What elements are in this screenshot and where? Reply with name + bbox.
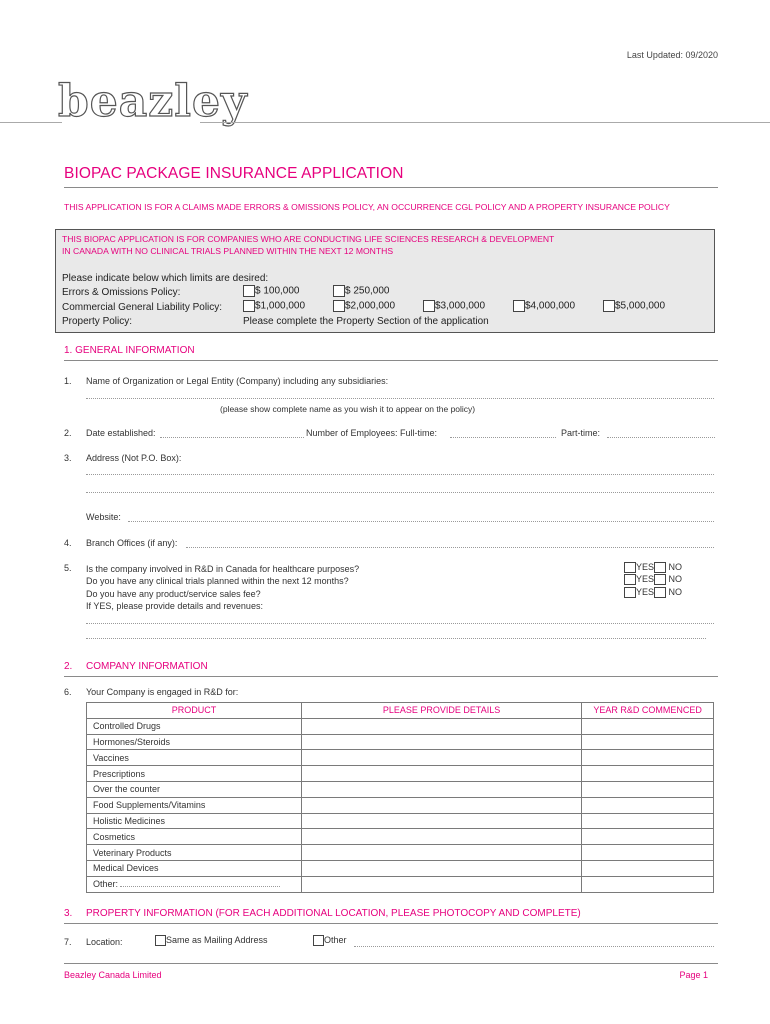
section-2-rule xyxy=(64,676,718,677)
checkbox[interactable] xyxy=(313,935,324,946)
eo-option-100k[interactable]: $ 100,000 xyxy=(243,285,300,297)
cgl-option-2m[interactable]: $2,000,000 xyxy=(333,300,395,312)
page-number: Page 1 xyxy=(679,970,708,980)
q4-number: 4. xyxy=(64,538,72,548)
q7-number: 7. xyxy=(64,937,72,947)
details-cell[interactable] xyxy=(301,750,581,766)
logo-rule-right xyxy=(200,122,770,123)
section-3-heading: PROPERTY INFORMATION (FOR EACH ADDITIONAL LOCATION, PLEASE PHOTOCOPY AND COMPLETE) xyxy=(86,908,581,919)
section-1-rule xyxy=(64,360,718,361)
col-header-year: YEAR R&D COMMENCED xyxy=(582,703,714,719)
cgl-label: Commercial General Liability Policy: xyxy=(62,302,223,313)
table-row xyxy=(87,845,714,861)
address-field-1[interactable] xyxy=(86,467,714,475)
q1-hint: (please show complete name as you wish it to appear on the policy) xyxy=(220,404,476,414)
notice-line-1: THIS BIOPAC APPLICATION IS FOR COMPANIES WHO ARE CONDUCTING LIFE SCIENCES RESEARCH & DEVELOPMENT xyxy=(62,234,555,244)
q5-questions xyxy=(86,563,359,612)
table-row xyxy=(87,766,714,782)
q5-line-2: Do you have any clinical trials planned within the next 12 months? xyxy=(86,576,349,587)
parttime-field[interactable] xyxy=(607,428,715,438)
table-row xyxy=(87,750,714,766)
checkbox[interactable] xyxy=(243,300,255,312)
q1-field[interactable] xyxy=(86,391,714,399)
product-cell: Veterinary Products xyxy=(87,845,302,861)
col-header-details: PLEASE PROVIDE DETAILS xyxy=(301,703,581,719)
same-as-mailing-option[interactable]: Same as Mailing Address xyxy=(155,935,268,946)
yes-checkbox[interactable] xyxy=(624,587,636,598)
yes-checkbox[interactable] xyxy=(624,574,636,585)
year-cell[interactable] xyxy=(582,750,714,766)
table-row xyxy=(87,797,714,813)
checkbox[interactable] xyxy=(333,285,345,297)
yes-checkbox[interactable] xyxy=(624,562,636,573)
cgl-option-5m[interactable]: $5,000,000 xyxy=(603,300,665,312)
no-checkbox[interactable] xyxy=(654,574,666,585)
limits-prompt: Please indicate below which limits are desired: xyxy=(62,273,269,284)
cgl-option-1m[interactable]: $1,000,000 xyxy=(243,300,305,312)
details-cell[interactable] xyxy=(301,845,581,861)
year-cell[interactable] xyxy=(582,797,714,813)
last-updated: Last Updated: 09/2020 xyxy=(626,50,718,60)
q5-line-1: Is the company involved in R&D in Canada for healthcare purposes? xyxy=(86,564,360,574)
table-row xyxy=(87,813,714,829)
website-field[interactable] xyxy=(128,512,714,522)
table-row xyxy=(87,718,714,734)
product-cell: Holistic Medicines xyxy=(87,813,302,829)
table-row xyxy=(87,734,714,750)
checkbox[interactable] xyxy=(513,300,525,312)
q5-details-field-1[interactable] xyxy=(86,616,714,624)
table-row xyxy=(87,860,714,876)
q5-row-3: YES NO xyxy=(624,586,682,598)
q2-date-label: Date established: xyxy=(86,428,156,438)
checkbox[interactable] xyxy=(333,300,345,312)
address-field-2[interactable] xyxy=(86,485,714,493)
product-cell: Prescriptions xyxy=(87,766,302,782)
year-cell[interactable] xyxy=(582,860,714,876)
section-2-number: 2. xyxy=(64,661,73,672)
q1-number: 1. xyxy=(64,376,72,386)
q5-details-field-2[interactable] xyxy=(86,631,706,639)
q3-label: Address (Not P.O. Box): xyxy=(86,453,182,463)
table-row xyxy=(87,781,714,797)
footer-company: Beazley Canada Limited xyxy=(64,970,162,980)
details-cell[interactable] xyxy=(301,718,581,734)
footer-rule xyxy=(64,963,718,964)
q3-number: 3. xyxy=(64,453,72,463)
no-checkbox[interactable] xyxy=(654,562,666,573)
page-title: BIOPAC PACKAGE INSURANCE APPLICATION xyxy=(64,165,404,182)
q2-number: 2. xyxy=(64,428,72,438)
table-row xyxy=(87,876,714,892)
year-cell[interactable] xyxy=(582,829,714,845)
details-cell[interactable] xyxy=(301,829,581,845)
eo-label: Errors & Omissions Policy: xyxy=(62,287,181,298)
section-3-rule xyxy=(64,923,718,924)
property-note: Please complete the Property Section of the application xyxy=(243,316,489,327)
property-label: Property Policy: xyxy=(62,316,133,327)
other-location-option[interactable]: Other xyxy=(313,935,347,946)
col-header-product: PRODUCT xyxy=(87,703,302,719)
details-cell[interactable] xyxy=(301,766,581,782)
section-3-number: 3. xyxy=(64,908,73,919)
year-cell[interactable] xyxy=(582,734,714,750)
rd-table xyxy=(86,702,714,893)
product-cell: Controlled Drugs xyxy=(87,718,302,734)
eo-option-250k[interactable]: $ 250,000 xyxy=(333,285,390,297)
q5-row-1: YES NO xyxy=(624,561,682,573)
branch-offices-field[interactable] xyxy=(186,538,714,548)
date-established-field[interactable] xyxy=(160,428,304,438)
year-cell[interactable] xyxy=(582,813,714,829)
q5-row-2: YES NO xyxy=(624,573,682,585)
details-cell[interactable] xyxy=(301,734,581,750)
year-cell[interactable] xyxy=(582,781,714,797)
notice-line-2: IN CANADA WITH NO CLINICAL TRIALS PLANNED WITHIN THE NEXT 12 MONTHS xyxy=(62,246,394,256)
q7-label: Location: xyxy=(86,937,123,947)
other-product-field[interactable] xyxy=(120,879,280,887)
section-2-heading: COMPANY INFORMATION xyxy=(86,661,208,672)
details-cell[interactable] xyxy=(301,813,581,829)
beazley-logo: beazley xyxy=(58,76,248,127)
table-header-row xyxy=(87,703,714,719)
website-label: Website: xyxy=(86,512,121,522)
fulltime-field[interactable] xyxy=(450,428,556,438)
details-cell[interactable] xyxy=(301,797,581,813)
q2-parttime-label: Part-time: xyxy=(561,428,601,438)
product-cell: Vaccines xyxy=(87,750,302,766)
checkbox[interactable] xyxy=(423,300,435,312)
details-cell[interactable] xyxy=(301,876,581,892)
page-subtitle: THIS APPLICATION IS FOR A CLAIMS MADE ERRORS & OMISSIONS POLICY, AN OCCURRENCE CGL POLICY AND A PROPERTY INSURANCE POLICY xyxy=(64,202,670,212)
title-rule xyxy=(64,187,718,188)
q5-line-4: If YES, please provide details and revenues: xyxy=(86,600,263,611)
cgl-option-4m[interactable]: $4,000,000 xyxy=(513,300,575,312)
q2-employees-label: Number of Employees: Full-time: xyxy=(306,428,438,438)
section-1-heading: 1. GENERAL INFORMATION xyxy=(64,345,195,356)
product-cell: Over the counter xyxy=(87,781,302,797)
product-cell: Hormones/Steroids xyxy=(87,734,302,750)
q4-label: Branch Offices (if any): xyxy=(86,538,178,548)
checkbox[interactable] xyxy=(603,300,615,312)
q5-yes-no-group xyxy=(624,561,682,598)
product-cell: Food Supplements/Vitamins xyxy=(87,797,302,813)
q6-label: Your Company is engaged in R&D for: xyxy=(86,687,239,697)
year-cell[interactable] xyxy=(582,845,714,861)
year-cell[interactable] xyxy=(582,718,714,734)
limits-box xyxy=(55,229,715,333)
product-cell: Medical Devices xyxy=(87,860,302,876)
q1-label: Name of Organization or Legal Entity (Company) including any subsidiaries: xyxy=(86,376,389,386)
cgl-option-3m[interactable]: $3,000,000 xyxy=(423,300,485,312)
logo-rule-left xyxy=(0,122,62,123)
other-location-field[interactable] xyxy=(354,937,714,947)
table-row xyxy=(87,829,714,845)
details-cell[interactable] xyxy=(301,781,581,797)
year-cell[interactable] xyxy=(582,766,714,782)
product-cell-other[interactable]: Other: xyxy=(87,876,302,892)
q6-number: 6. xyxy=(64,687,72,697)
product-cell: Cosmetics xyxy=(87,829,302,845)
q5-line-3: Do you have any product/service sales fee? xyxy=(86,588,261,599)
checkbox[interactable] xyxy=(243,285,255,297)
no-checkbox[interactable] xyxy=(654,587,666,598)
year-cell[interactable] xyxy=(582,876,714,892)
details-cell[interactable] xyxy=(301,860,581,876)
checkbox[interactable] xyxy=(155,935,166,946)
q5-number: 5. xyxy=(64,563,72,573)
